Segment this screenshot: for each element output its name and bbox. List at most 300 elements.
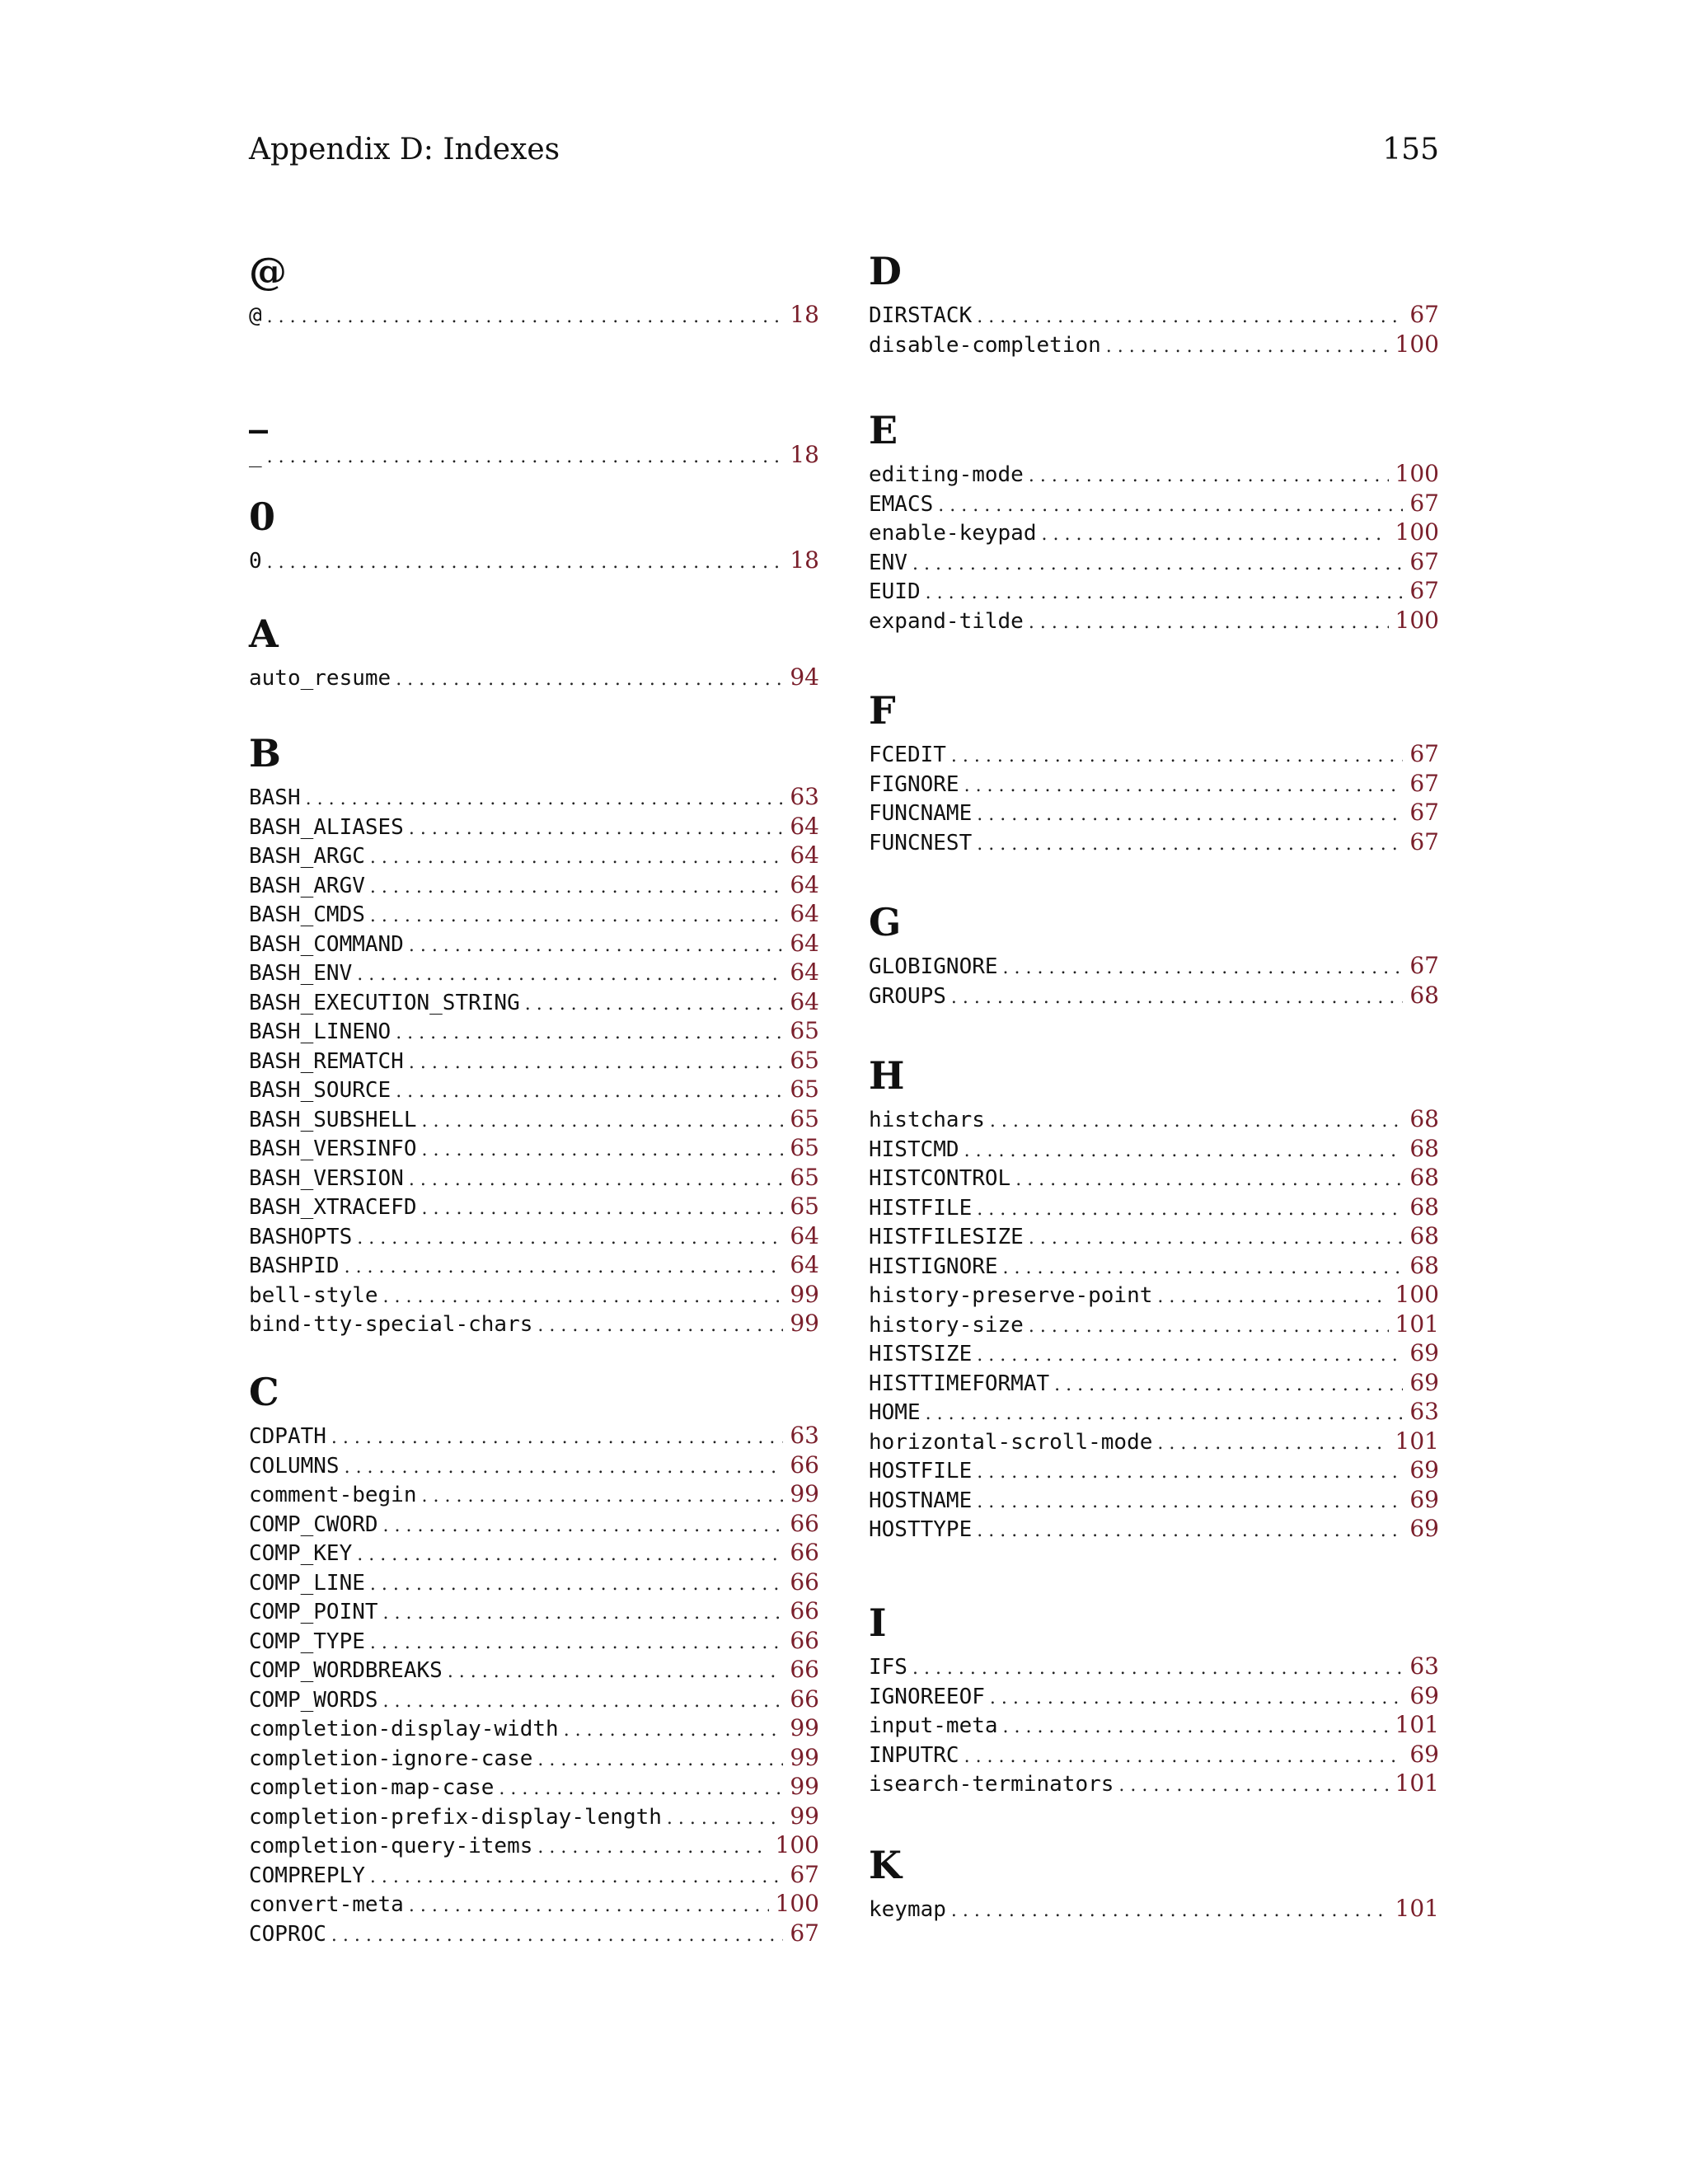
- page-reference-link[interactable]: 64: [790, 958, 819, 986]
- index-term: COMP_LINE: [249, 1570, 365, 1596]
- index-term: bind-tty-special-chars: [249, 1312, 533, 1337]
- page-reference-link[interactable]: 101: [1395, 1427, 1439, 1455]
- page-reference-link[interactable]: 66: [790, 1451, 819, 1479]
- index-entry: [869, 1134, 1439, 1164]
- index-entry: [869, 1769, 1439, 1798]
- index-entry: [249, 1509, 819, 1539]
- index-section: [249, 729, 819, 1338]
- dot-leader: [383, 1599, 784, 1629]
- index-term: FIGNORE: [869, 771, 959, 797]
- page-reference-link[interactable]: 68: [1409, 1193, 1439, 1221]
- page-reference-link[interactable]: 65: [790, 1193, 819, 1220]
- index-term: HOSTNAME: [869, 1488, 973, 1513]
- page-reference-link[interactable]: 100: [1395, 460, 1439, 487]
- section-letter-heading: C: [249, 1370, 279, 1414]
- dot-leader: [1029, 608, 1389, 638]
- index-entry: [869, 1221, 1439, 1251]
- index-term: BASHPID: [249, 1254, 340, 1278]
- index-term: histchars: [869, 1108, 985, 1132]
- section-letter-heading: F: [869, 688, 896, 733]
- index-term: CDPATH: [249, 1424, 326, 1449]
- index-term: GLOBIGNORE: [869, 954, 998, 979]
- index-term: ENV: [869, 550, 907, 575]
- page-reference-link[interactable]: 18: [790, 441, 819, 468]
- page-reference-link[interactable]: 67: [790, 1860, 819, 1888]
- index-entry: [249, 1421, 819, 1451]
- page-reference-link[interactable]: 100: [775, 1890, 819, 1917]
- index-entry: [869, 1338, 1439, 1368]
- index-entry: [249, 1192, 819, 1221]
- index-entry: [869, 1397, 1439, 1427]
- page-reference-link[interactable]: 66: [790, 1568, 819, 1596]
- page-reference-link[interactable]: 101: [1395, 1310, 1439, 1338]
- section-letter-heading: _: [249, 389, 268, 434]
- dot-leader: [370, 1570, 783, 1600]
- dot-leader: [267, 302, 784, 332]
- page-reference-link[interactable]: 101: [1395, 1711, 1439, 1738]
- page-reference-link[interactable]: 65: [790, 1163, 819, 1191]
- dot-leader: [912, 1654, 1403, 1684]
- dot-leader: [383, 1687, 784, 1717]
- page-reference-link[interactable]: 69: [1409, 1368, 1439, 1396]
- page-reference-link[interactable]: 67: [1409, 827, 1439, 855]
- dot-leader: [306, 785, 784, 814]
- index-entry: [249, 300, 819, 330]
- page-reference-link[interactable]: 101: [1395, 1895, 1439, 1922]
- index-entry: [869, 1514, 1439, 1544]
- dot-leader: [977, 1516, 1403, 1546]
- dot-leader: [964, 1137, 1404, 1166]
- page-reference-link[interactable]: 100: [775, 1831, 819, 1858]
- index-entry: [869, 1104, 1439, 1134]
- index-term: COMP_KEY: [249, 1541, 353, 1566]
- dot-leader: [926, 1399, 1404, 1429]
- page-reference-link[interactable]: 99: [790, 1743, 819, 1771]
- dot-leader: [448, 1657, 784, 1687]
- index-term: horizontal-scroll-mode: [869, 1429, 1153, 1455]
- section-letter-heading: K: [869, 1843, 902, 1887]
- dot-leader: [990, 1107, 1403, 1137]
- index-entry: [869, 1251, 1439, 1281]
- index-entry: [869, 1310, 1439, 1339]
- index-term: history-size: [869, 1312, 1024, 1338]
- index-entry: [869, 1652, 1439, 1681]
- index-term: keymap: [869, 1897, 946, 1922]
- index-entry: [869, 606, 1439, 635]
- dot-leader: [409, 1165, 784, 1195]
- dot-leader: [409, 931, 784, 961]
- page-reference-link[interactable]: 69: [1409, 1681, 1439, 1709]
- index-term: auto_resume: [249, 666, 392, 691]
- dot-leader: [977, 1341, 1403, 1371]
- index-entry: [249, 1309, 819, 1338]
- index-term: convert-meta: [249, 1892, 404, 1917]
- dot-leader: [383, 1511, 784, 1541]
- page-reference-link[interactable]: 64: [790, 1251, 819, 1278]
- index-term: BASH_LINENO: [249, 1019, 392, 1044]
- dot-leader: [422, 1482, 784, 1511]
- index-entry: [249, 899, 819, 929]
- dot-leader: [1029, 1224, 1404, 1254]
- section-letter-heading: I: [869, 1601, 887, 1645]
- index-term: HOSTFILE: [869, 1459, 973, 1483]
- index-entry: [869, 1193, 1439, 1222]
- dot-leader: [396, 665, 783, 695]
- index-section: [249, 493, 819, 575]
- page-reference-link[interactable]: 66: [790, 1539, 819, 1566]
- index-entry: [249, 841, 819, 870]
- index-term: BASH_EXECUTION_STRING: [249, 990, 520, 1015]
- page-number: 155: [1382, 133, 1439, 166]
- index-term: BASH_ARGC: [249, 844, 365, 869]
- page-reference-link[interactable]: 65: [790, 1104, 819, 1132]
- page-reference-link[interactable]: 65: [790, 1046, 819, 1074]
- index-term: EMACS: [869, 491, 934, 517]
- running-head-title: Appendix D: Indexes: [249, 133, 560, 166]
- index-entry: [869, 1740, 1439, 1769]
- index-term: 0: [249, 549, 262, 574]
- dot-leader: [1003, 1254, 1404, 1283]
- section-letter-heading: 0: [249, 494, 276, 539]
- index-entry: [869, 459, 1439, 489]
- index-entry: [869, 1681, 1439, 1711]
- page-reference-link[interactable]: 68: [1409, 1251, 1439, 1279]
- index-term: input-meta: [869, 1713, 998, 1738]
- page-reference-link[interactable]: 66: [790, 1597, 819, 1624]
- index-term: BASH: [249, 785, 301, 810]
- index-entry: [249, 1919, 819, 1948]
- index-term: BASH_CMDS: [249, 902, 365, 927]
- index-term: BASH_ARGV: [249, 873, 365, 898]
- section-letter-heading: B: [249, 731, 281, 776]
- page-reference-link[interactable]: 100: [1395, 606, 1439, 634]
- index-term: DIRSTACK: [869, 303, 973, 328]
- dot-leader: [396, 1019, 783, 1048]
- index-entry: [869, 489, 1439, 518]
- dot-leader: [1157, 1282, 1388, 1312]
- index-term: history-preserve-point: [869, 1283, 1153, 1308]
- page-reference-link[interactable]: 67: [1409, 489, 1439, 517]
- index-term: COMP_WORDBREAKS: [249, 1658, 443, 1683]
- index-entry: [249, 1626, 819, 1656]
- dot-leader: [409, 814, 784, 844]
- index-entry: [869, 981, 1439, 1010]
- page-reference-link[interactable]: 64: [790, 841, 819, 869]
- index-section: [869, 1841, 1439, 1924]
- page-reference-link[interactable]: 99: [790, 1714, 819, 1741]
- dot-leader: [977, 830, 1403, 860]
- page-reference-link[interactable]: 101: [1395, 1769, 1439, 1797]
- index-entry: [869, 769, 1439, 799]
- page-reference-link[interactable]: 67: [1409, 740, 1439, 767]
- page-reference-link[interactable]: 64: [790, 929, 819, 957]
- index-entry: [249, 1451, 819, 1480]
- section-letter-heading: @: [249, 249, 287, 293]
- section-letter-heading: G: [869, 900, 902, 944]
- page-reference-link[interactable]: 100: [1395, 1281, 1439, 1308]
- dot-leader: [370, 902, 783, 931]
- index-term: FUNCNEST: [869, 830, 973, 855]
- index-entry: [869, 576, 1439, 606]
- page-reference-link[interactable]: 68: [1409, 981, 1439, 1009]
- index-term: comment-begin: [249, 1483, 417, 1507]
- index-term: HISTCMD: [869, 1137, 959, 1162]
- index-entry: [249, 1280, 819, 1310]
- index-term: completion-ignore-case: [249, 1746, 533, 1771]
- index-section: [249, 387, 819, 470]
- index-section: [869, 1052, 1439, 1544]
- index-entry: [249, 1743, 819, 1773]
- index-term: HISTCONTROL: [869, 1166, 1011, 1191]
- page-reference-link[interactable]: 67: [1409, 769, 1439, 797]
- index-term: completion-map-case: [249, 1775, 495, 1800]
- index-entry: [869, 739, 1439, 769]
- index-term: disable-completion: [869, 332, 1101, 358]
- section-letter-heading: E: [869, 408, 898, 452]
- dot-leader: [331, 1423, 783, 1453]
- index-entry: [869, 1710, 1439, 1740]
- index-term: enable-keypad: [869, 521, 1037, 546]
- section-letter-heading: A: [249, 612, 279, 656]
- page-reference-link[interactable]: 69: [1409, 1485, 1439, 1513]
- index-entry: [249, 1163, 819, 1193]
- page-reference-link[interactable]: 18: [790, 301, 819, 328]
- dot-leader: [1118, 1771, 1388, 1801]
- dot-leader: [1015, 1165, 1403, 1195]
- dot-leader: [345, 1253, 784, 1282]
- page-reference-link[interactable]: 63: [1409, 1652, 1439, 1680]
- dot-leader: [1029, 1312, 1389, 1342]
- index-term: BASHOPTS: [249, 1224, 353, 1249]
- index-entry: [249, 546, 819, 575]
- dot-leader: [267, 548, 784, 578]
- page-reference-link[interactable]: 66: [790, 1656, 819, 1683]
- index-entry: [249, 1802, 819, 1831]
- index-term: BASH_VERSION: [249, 1165, 404, 1191]
- dot-leader: [926, 579, 1404, 608]
- index-entry: [249, 1830, 819, 1860]
- index-entry: [869, 951, 1439, 981]
- dot-leader: [357, 960, 783, 990]
- page-reference-link[interactable]: 67: [1409, 799, 1439, 826]
- index-term: GROUPS: [869, 983, 946, 1009]
- page-reference-link[interactable]: 66: [790, 1509, 819, 1537]
- dot-leader: [1029, 462, 1389, 491]
- index-term: HISTSIZE: [869, 1342, 973, 1366]
- dot-leader: [1106, 332, 1389, 362]
- index-entry: [249, 1713, 819, 1743]
- dot-leader: [422, 1136, 784, 1165]
- dot-leader: [357, 1224, 783, 1254]
- page-reference-link[interactable]: 68: [1409, 1105, 1439, 1132]
- dot-leader: [370, 873, 783, 902]
- index-term: BASH_SUBSHELL: [249, 1107, 417, 1132]
- dot-leader: [977, 1488, 1403, 1517]
- index-entry: [249, 1538, 819, 1568]
- index-entry: [249, 1860, 819, 1890]
- index-term: HOSTTYPE: [869, 1517, 973, 1542]
- index-entry: [249, 663, 819, 692]
- dot-leader: [1042, 520, 1389, 550]
- index-entry: [869, 827, 1439, 857]
- dot-leader: [977, 302, 1403, 332]
- index-entry: [869, 1368, 1439, 1398]
- index-term: BASH_ALIASES: [249, 814, 404, 840]
- page-reference-link[interactable]: 99: [790, 1310, 819, 1337]
- index-term: HISTFILESIZE: [869, 1225, 1024, 1249]
- index-entry: [869, 300, 1439, 330]
- running-head: [249, 130, 1439, 170]
- page-reference-link[interactable]: 99: [790, 1280, 819, 1308]
- page-reference-link[interactable]: 64: [790, 1221, 819, 1249]
- dot-leader: [990, 1684, 1403, 1713]
- dot-leader: [370, 1863, 783, 1892]
- index-entry: [869, 798, 1439, 827]
- index-term: COPROC: [249, 1921, 326, 1947]
- index-term: completion-display-width: [249, 1717, 559, 1741]
- index-entry: [249, 1596, 819, 1626]
- dot-leader: [964, 771, 1404, 801]
- index-entry: [869, 518, 1439, 547]
- page-reference-link[interactable]: 100: [1395, 518, 1439, 546]
- index-section: [249, 1368, 819, 1947]
- index-term: expand-tilde: [869, 608, 1024, 634]
- page-reference-link[interactable]: 64: [790, 900, 819, 927]
- page-reference-link[interactable]: 65: [790, 1017, 819, 1044]
- index-entry: [249, 1250, 819, 1280]
- index-term: completion-query-items: [249, 1834, 533, 1858]
- page-reference-link[interactable]: 67: [1409, 952, 1439, 979]
- index-term: COMPREPLY: [249, 1863, 365, 1888]
- index-term: BASH_VERSINFO: [249, 1137, 417, 1161]
- index-entry: [869, 330, 1439, 359]
- dot-leader: [345, 1453, 784, 1483]
- section-letter-heading: H: [869, 1053, 905, 1098]
- index-entry: [249, 1568, 819, 1597]
- dot-leader: [331, 1921, 783, 1951]
- page-reference-link[interactable]: 63: [1409, 1398, 1439, 1425]
- page-reference-link[interactable]: 65: [790, 1076, 819, 1103]
- index-term: bell-style: [249, 1282, 378, 1308]
- index-term: COMP_WORDS: [249, 1687, 378, 1713]
- index-entry: [869, 547, 1439, 577]
- page-reference-link[interactable]: 67: [1409, 577, 1439, 604]
- page-reference-link[interactable]: 67: [1409, 547, 1439, 575]
- dot-leader: [1003, 954, 1404, 983]
- index-term: FUNCNAME: [869, 801, 973, 826]
- index-entry: [249, 1075, 819, 1104]
- page-reference-link[interactable]: 67: [790, 1919, 819, 1947]
- dot-leader: [409, 1048, 784, 1078]
- page-reference-link[interactable]: 18: [790, 546, 819, 574]
- index-term: COMP_POINT: [249, 1600, 378, 1624]
- index-section: [869, 898, 1439, 1010]
- index-entry: [869, 1485, 1439, 1515]
- dot-leader: [1157, 1429, 1388, 1459]
- index-term: COLUMNS: [249, 1453, 340, 1479]
- index-entry: [249, 870, 819, 900]
- page-reference-link[interactable]: 68: [1409, 1134, 1439, 1162]
- page-reference-link[interactable]: 99: [790, 1480, 819, 1507]
- index-term: HISTTIMEFORMAT: [869, 1371, 1050, 1396]
- page-reference-link[interactable]: 99: [790, 1802, 819, 1830]
- index-term: @: [249, 303, 262, 328]
- index-term: INPUTRC: [869, 1742, 959, 1768]
- index-term: BASH_COMMAND: [249, 931, 404, 957]
- page-reference-link[interactable]: 64: [790, 870, 819, 898]
- index-term: HISTIGNORE: [869, 1254, 998, 1279]
- dot-leader: [1003, 1713, 1389, 1742]
- page-reference-link[interactable]: 67: [1409, 301, 1439, 328]
- index-entry: [249, 1046, 819, 1076]
- page-reference-link[interactable]: 64: [790, 987, 819, 1015]
- index-term: EUID: [869, 579, 921, 604]
- page-reference-link[interactable]: 69: [1409, 1740, 1439, 1768]
- dot-leader: [977, 800, 1403, 830]
- index-entry: [869, 1163, 1439, 1193]
- dot-leader: [1054, 1371, 1403, 1400]
- page-reference-link[interactable]: 69: [1409, 1456, 1439, 1483]
- index-term: COMP_TYPE: [249, 1629, 365, 1654]
- index-section: [869, 687, 1439, 856]
- page-reference-link[interactable]: 66: [790, 1685, 819, 1713]
- section-letter-heading: D: [869, 249, 902, 293]
- page-reference-link[interactable]: 63: [790, 1422, 819, 1449]
- index-entry: [249, 1772, 819, 1802]
- dot-leader: [409, 1891, 769, 1921]
- page-reference-link[interactable]: 66: [790, 1626, 819, 1654]
- index-term: IGNOREEOF: [869, 1684, 985, 1709]
- page-reference-link[interactable]: 99: [790, 1773, 819, 1800]
- dot-leader: [537, 1833, 768, 1863]
- index-term: isearch-terminators: [869, 1772, 1114, 1797]
- dot-leader: [499, 1774, 783, 1804]
- index-entry: [249, 987, 819, 1017]
- index-term: FCEDIT: [869, 743, 946, 767]
- index-entry: [249, 1655, 819, 1685]
- page-reference-link[interactable]: 69: [1409, 1515, 1439, 1542]
- dot-leader: [667, 1804, 783, 1834]
- index-term: BASH_REMATCH: [249, 1048, 404, 1074]
- index-entry: [869, 1894, 1439, 1924]
- index-entry: [249, 812, 819, 841]
- index-entry: [249, 1104, 819, 1134]
- index-entry: [249, 1133, 819, 1163]
- dot-leader: [422, 1107, 784, 1137]
- page-reference-link[interactable]: 68: [1409, 1164, 1439, 1191]
- page-reference-link[interactable]: 64: [790, 812, 819, 840]
- index-entry: [249, 1685, 819, 1714]
- index-term: _: [249, 443, 262, 468]
- index-term: BASH_XTRACEFD: [249, 1195, 417, 1220]
- dot-leader: [537, 1746, 783, 1775]
- dot-leader: [951, 1896, 1389, 1926]
- dot-leader: [370, 843, 783, 873]
- index-entry: [249, 1889, 819, 1919]
- page-reference-link[interactable]: 63: [790, 783, 819, 810]
- page-reference-link[interactable]: 68: [1409, 1222, 1439, 1249]
- dot-leader: [267, 443, 784, 472]
- index-term: COMP_CWORD: [249, 1511, 378, 1537]
- dot-leader: [977, 1458, 1403, 1488]
- index-entry: [249, 929, 819, 958]
- page-reference-link[interactable]: 65: [790, 1134, 819, 1161]
- page-reference-link[interactable]: 94: [790, 663, 819, 691]
- page-reference-link[interactable]: 69: [1409, 1339, 1439, 1366]
- index-section: [249, 247, 819, 330]
- index-entry: [249, 440, 819, 470]
- page-reference-link[interactable]: 100: [1395, 330, 1439, 358]
